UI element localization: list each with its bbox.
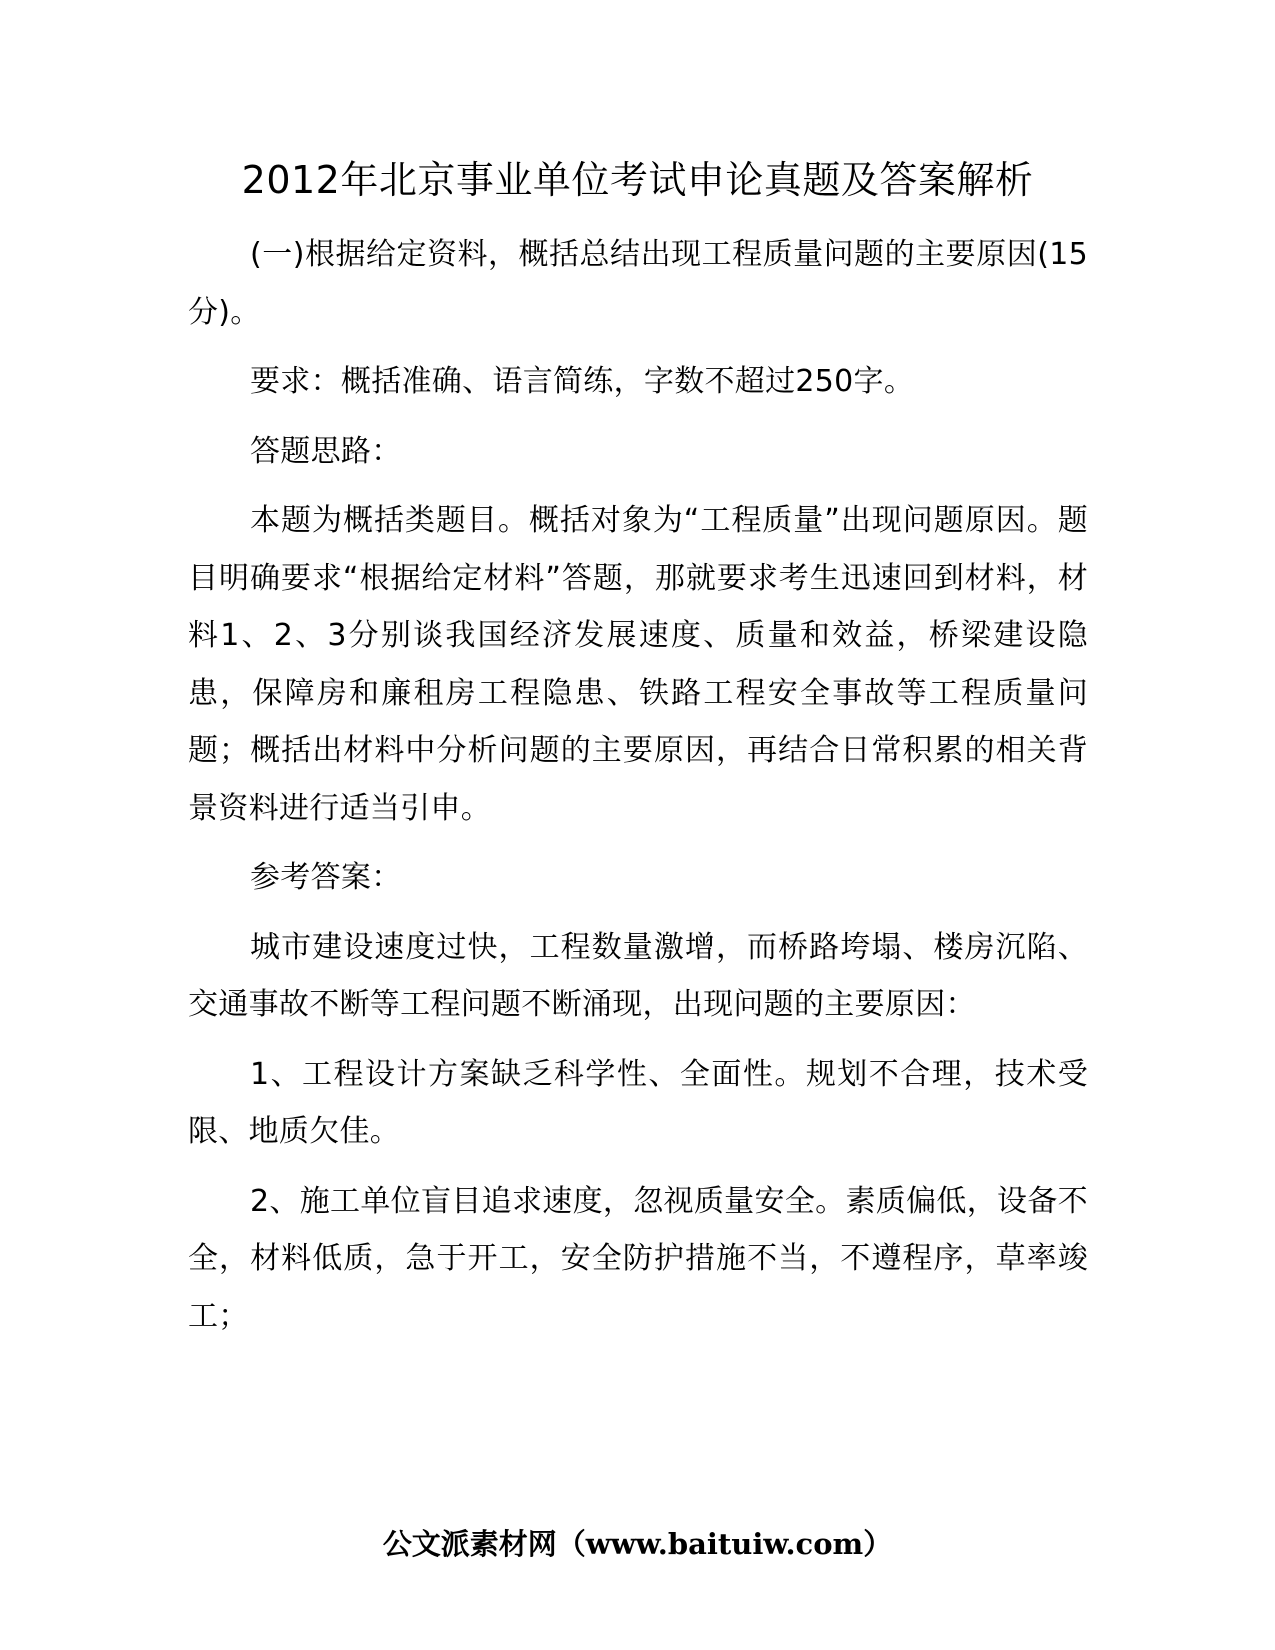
page-footer: 公文派素材网（www.baituiw.com）: [382, 1527, 893, 1561]
requirement-paragraph: 要求：概括准确、语言简练，字数不超过250字。: [250, 364, 915, 399]
reference-answer-heading: 参考答案：: [250, 860, 402, 895]
answer-point-1: 1、工程设计方案缺乏科学性、全面性。规划不合理，技术受限、地质欠佳。: [188, 1056, 1088, 1149]
answer-intro-paragraph: 城市建设速度过快，工程数量激增，而桥路垮塌、楼房沉陷、交通事故不断等工程问题不断涌现，出现问题的主要原因：: [188, 929, 1088, 1022]
answer-point-2: 2、施工单位盲目追求速度，忽视质量安全。素质偏低，设备不全，材料低质，急于开工，安全防护措施不当，不遵程序，草率竣工；: [188, 1183, 1088, 1334]
document-body: [188, 226, 1088, 1357]
approach-heading: 答题思路：: [250, 433, 402, 469]
question-paragraph: (一)根据给定资料，概括总结出现工程质量问题的主要原因(15分)。: [188, 237, 1088, 330]
approach-paragraph: 本题为概括类题目。概括对象为“工程质量”出现问题原因。题目明确要求“根据给定材料”答题，那就要求考生迅速回到材料，材料1、2、3分别谈我国经济发展速度、质量和效益，桥梁建设隐患，保障房和廉租房工程隐患、铁路工程安全事故等工程质量问题；概括出材料中分析问题的主要原因，再结合日常积累的相关背景资料进行适当引申。: [188, 503, 1088, 826]
document-title: 2012年北京事业单位考试申论真题及答案解析: [241, 158, 1034, 202]
